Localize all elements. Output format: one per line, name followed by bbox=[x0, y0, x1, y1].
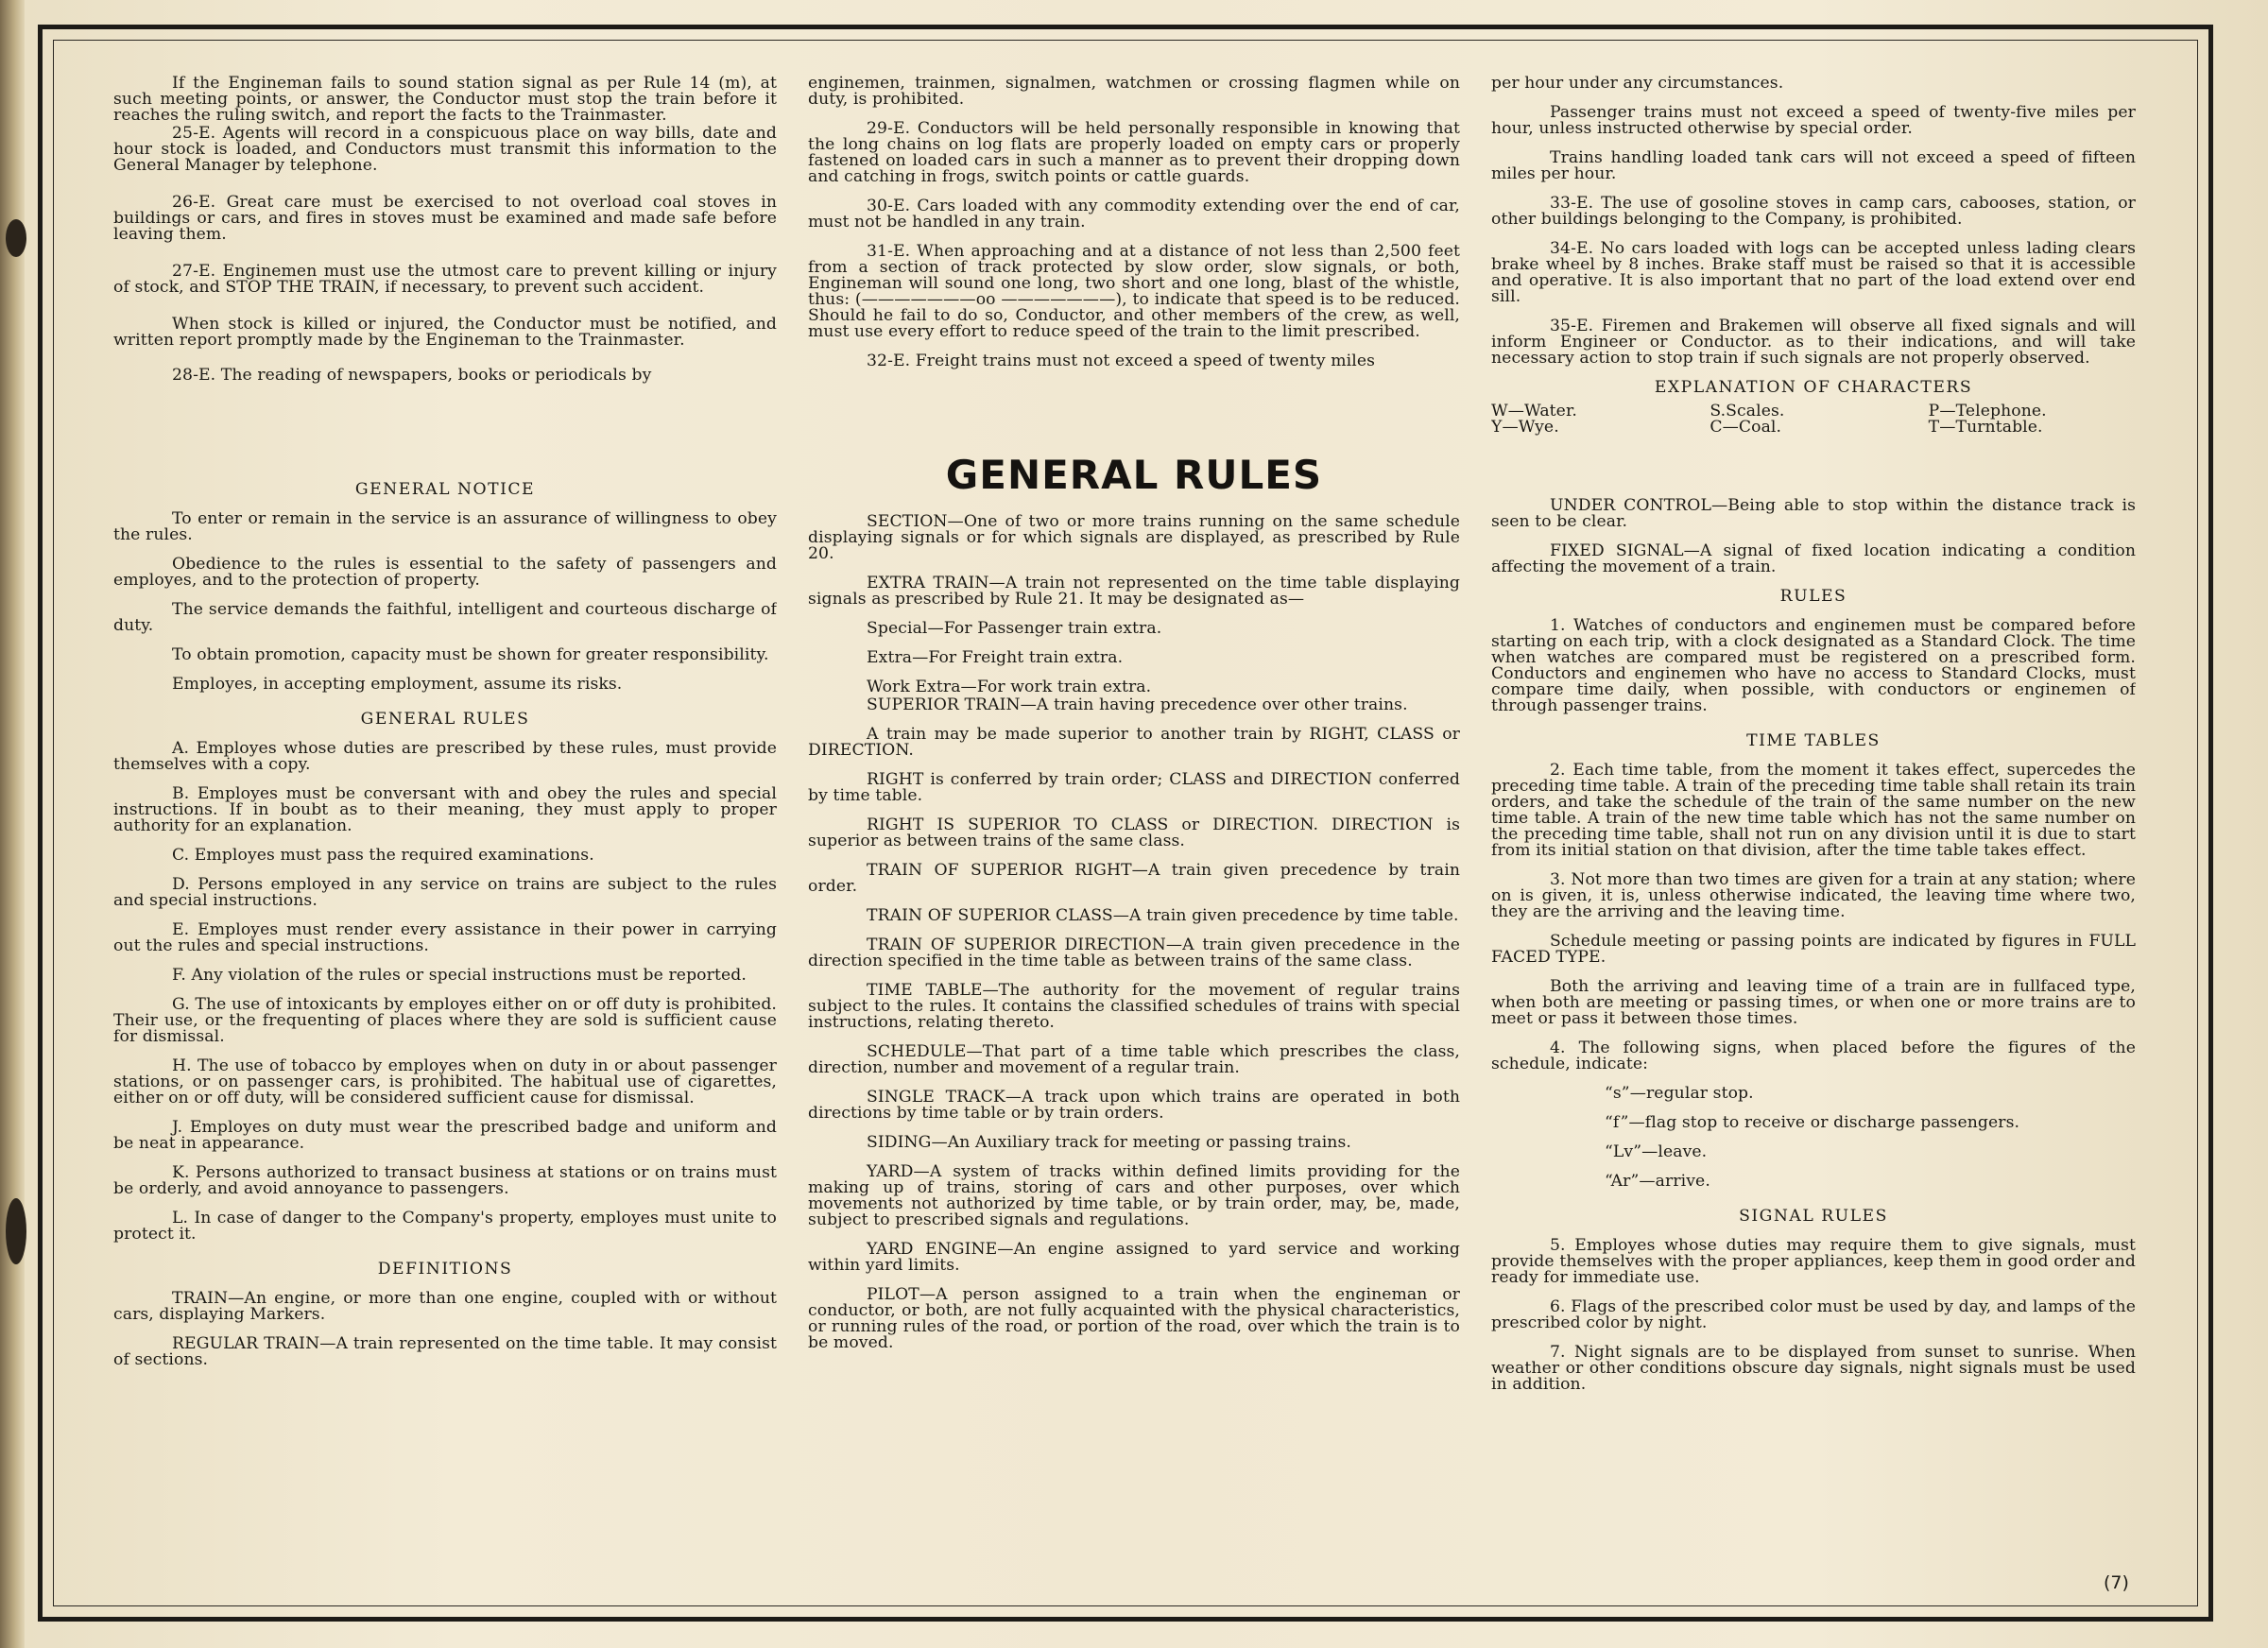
extra-type-special: Special—For Passenger train extra. bbox=[867, 619, 1162, 638]
binding-stain-bottom bbox=[6, 1198, 26, 1264]
rule-a: A. Employes whose duties are prescribed by these rules, must provide themselves with a copy. bbox=[113, 739, 777, 774]
column-gap bbox=[113, 397, 777, 463]
sign-f: “f”—flag stop to receive or discharge passengers. bbox=[1605, 1113, 2020, 1132]
rule-f: F. Any violation of the rules or special instructions must be reported. bbox=[172, 966, 747, 985]
extra-type-extra: Extra—For Freight train extra. bbox=[867, 648, 1124, 667]
general-rules-heading: GENERAL RULES bbox=[360, 710, 530, 729]
rule-31e: 31-E. When approaching and at a distance of not less than 2,500 feet from a section of track protected by slow order, slow signals, or both, Engineman will sound one long, two short and one long, blast of the whistle, thus: (———————oo ———————), to indicate that speed is to be reduced. Should he fail to do so, Conductor, and other members of the crew, as well, must use every effort to reduce speed of the train to the limit prescribed. bbox=[808, 242, 1460, 341]
sign-lv: “Lv”—leave. bbox=[1605, 1142, 1708, 1161]
definition-superior-train: SUPERIOR TRAIN—A train having precedence over other trains. bbox=[867, 695, 1408, 714]
definitions-heading: DEFINITIONS bbox=[377, 1260, 513, 1279]
column-right bbox=[1491, 76, 2136, 1550]
definition-time-table: TIME TABLE—The authority for the movement of regular trains subject to the rules. It contains the classified schedules of trains with special instructions, relating thereto. bbox=[808, 981, 1460, 1032]
definition-superior-class: TRAIN OF SUPERIOR CLASS—A train given precedence by time table. bbox=[867, 906, 1459, 925]
notice-paragraph: Employes, in accepting employment, assume its risks. bbox=[172, 675, 623, 694]
sign-ar: “Ar”—arrive. bbox=[1605, 1172, 1710, 1191]
rule-34e: 34-E. No cars loaded with logs can be accepted unless lading clears brake wheel by 8 inches. Brake staff must be raised so that it is accessible and operative. It is also important that no part of the load extend over end sill. bbox=[1491, 239, 2136, 306]
rule-d: D. Persons employed in any service on trains are subject to the rules and special instructions. bbox=[113, 875, 777, 910]
rule-g: G. The use of intoxicants by employes either on or off duty is prohibited. Their use, or the frequenting of places where they are sold is sufficient cause for dismissal. bbox=[113, 995, 777, 1046]
paragraph: When stock is killed or injured, the Conductor must be notified, and written report promptly made by the Engineman to the Trainmaster. bbox=[113, 315, 777, 350]
binding-stain-top bbox=[6, 219, 26, 257]
general-notice-heading: GENERAL NOTICE bbox=[354, 480, 536, 499]
rule-27e: 27-E. Enginemen must use the utmost care to prevent killing or injury of stock, and STOP THE TRAIN, if necessary, to prevent such accident. bbox=[113, 262, 777, 297]
rule-32e: 32-E. Freight trains must not exceed a speed of twenty miles bbox=[867, 352, 1376, 370]
paragraph: Both the arriving and leaving time of a train are in fullfaced type, when both are meeting or passing times, or when one or more trains are to meet or pass it between those times. bbox=[1491, 977, 2136, 1028]
rule-7: 7. Night signals are to be displayed from sunset to sunrise. When weather or other conditions obscure day signals, night signals must be used in addition. bbox=[1491, 1343, 2136, 1394]
rule-35e: 35-E. Firemen and Brakemen will observe all fixed signals and will inform Engineer or Conductor. as to their indications, and will take necessary action to stop train if such signals are not properly observed. bbox=[1491, 317, 2136, 368]
rule-30e: 30-E. Cars loaded with any commodity extending over the end of car, must not be handled in any train. bbox=[808, 197, 1460, 232]
extra-type-work: Work Extra—For work train extra. bbox=[867, 678, 1152, 696]
rule-l: L. In case of danger to the Company's property, employes must unite to protect it. bbox=[113, 1209, 777, 1244]
rule-4: 4. The following signs, when placed before the figures of the schedule, indicate: bbox=[1491, 1039, 2136, 1073]
character-entry: P—Telephone. bbox=[1928, 402, 2047, 421]
definition-siding: SIDING—An Auxiliary track for meeting or passing trains. bbox=[867, 1133, 1351, 1152]
notice-paragraph: The service demands the faithful, intelligent and courteous discharge of duty. bbox=[113, 600, 777, 635]
paragraph: Schedule meeting or passing points are indicated by figures in FULL FACED TYPE. bbox=[1491, 932, 2136, 967]
rule-1: 1. Watches of conductors and enginemen must be compared before starting on each trip, with a clock designated as a Standard Clock. The time when watches are compared must be registered on a prescribed form. Conductors and enginemen who have no access to Standard Clocks, must compare time daily, when possible, with conductors or enginemen of through passenger trains. bbox=[1491, 616, 2136, 715]
definition-schedule: SCHEDULE—That part of a time table which prescribes the class, direction, number and movement of a regular train. bbox=[808, 1042, 1460, 1077]
character-entry: S.Scales. bbox=[1710, 402, 1785, 421]
notice-paragraph: Obedience to the rules is essential to the safety of passengers and employes, and to the protection of property. bbox=[113, 555, 777, 590]
character-entry: C—Coal. bbox=[1710, 418, 1782, 437]
time-tables-heading: TIME TABLES bbox=[1746, 731, 1881, 750]
paragraph: enginemen, trainmen, signalmen, watchmen or crossing flagmen while on duty, is prohibited. bbox=[808, 76, 1460, 109]
column-gap bbox=[1491, 460, 2136, 498]
paragraph: Trains handling loaded tank cars will not exceed a speed of fifteen miles per hour. bbox=[1491, 148, 2136, 183]
paragraph: per hour under any circumstances. bbox=[1491, 76, 1784, 93]
character-entry: W—Water. bbox=[1491, 402, 1577, 421]
paragraph: Passenger trains must not exceed a speed of twenty-five miles per hour, unless instructed otherwise by special order. bbox=[1491, 103, 2136, 138]
rules-heading: RULES bbox=[1779, 587, 1847, 606]
paragraph: If the Engineman fails to sound station signal as per Rule 14 (m), at such meeting points, or answer, the Conductor must stop the train before it reaches the ruling switch, and report the facts to the Trainmaster. bbox=[113, 76, 777, 125]
rule-29e: 29-E. Conductors will be held personally responsible in knowing that the long chains on log flats are properly loaded on empty cars or properly fastened on loaded cars in such a manner as to prevent their dropping down and catching in frogs, switch points or cattle guards. bbox=[808, 119, 1460, 186]
definition-under-control: UNDER CONTROL—Being able to stop within the distance track is seen to be clear. bbox=[1491, 496, 2136, 531]
definition-fixed-signal: FIXED SIGNAL—A signal of fixed location indicating a condition affecting the movement of a train. bbox=[1491, 541, 2136, 576]
rule-2: 2. Each time table, from the moment it takes effect, supercedes the preceding time table. A train of the preceding time table shall retain its train orders, and take the schedule of the train of the same number on the new time table. A train of the new time table which has not the same number on the preceding time table, shall not run on any division until it is due to start from its initial station on that division, after the time table takes effect. bbox=[1491, 761, 2136, 860]
characters-column bbox=[1706, 403, 1920, 436]
rule-h: H. The use of tobacco by employes when on duty in or about passenger stations, or on passenger cars, is prohibited. The habitual use of cigarettes, either on or off duty, will be considered sufficient cause for dismissal. bbox=[113, 1056, 777, 1107]
rule-33e: 33-E. The use of gosoline stoves in camp cars, cabooses, station, or other buildings belonging to the Company, is prohibited. bbox=[1491, 194, 2136, 229]
rule-3: 3. Not more than two times are given for a train at any station; where on is given, it is, unless otherwise indicated, the leaving time where two, they are the arriving and the leaving time. bbox=[1491, 870, 2136, 921]
character-entry: Y—Wye. bbox=[1491, 418, 1559, 437]
characters-column bbox=[1491, 403, 1706, 436]
rule-j: J. Employes on duty must wear the prescribed badge and uniform and be neat in appearance. bbox=[113, 1118, 777, 1153]
rule-6: 6. Flags of the prescribed color must be used by day, and lamps of the prescribed color by night. bbox=[1491, 1297, 2136, 1332]
character-entry: T—Turntable. bbox=[1928, 418, 2043, 437]
rule-k: K. Persons authorized to transact business at stations or on trains must be orderly, and avoid annoyance to passengers. bbox=[113, 1163, 777, 1198]
rule-25e: 25-E. Agents will record in a conspicuous place on way bills, date and hour stock is loaded, and Conductors must transmit this information to the General Manager by telephone. bbox=[113, 124, 777, 175]
rule-c: C. Employes must pass the required examinations. bbox=[172, 846, 594, 865]
paragraph: RIGHT is conferred by train order; CLASS and DIRECTION conferred by time table. bbox=[808, 770, 1460, 805]
definition-yard-engine: YARD ENGINE—An engine assigned to yard service and working within yard limits. bbox=[808, 1240, 1460, 1275]
definition-superior-direction: TRAIN OF SUPERIOR DIRECTION—A train given precedence in the direction specified in the time table as between trains of the same class. bbox=[808, 936, 1460, 970]
column-left bbox=[113, 76, 777, 1550]
paragraph: RIGHT IS SUPERIOR TO CLASS or DIRECTION. DIRECTION is superior as between trains of the same class. bbox=[808, 815, 1460, 850]
definition-train: TRAIN—An engine, or more than one engine, coupled with or without cars, displaying Markers. bbox=[113, 1289, 777, 1324]
definition-extra-train: EXTRA TRAIN—A train not represented on the time table displaying signals as prescribed by Rule 21. It may be designated as— bbox=[808, 574, 1460, 609]
characters-heading: EXPLANATION OF CHARACTERS bbox=[1654, 378, 1973, 397]
definition-single-track: SINGLE TRACK—A track upon which trains are operated in both directions by time table or by train orders. bbox=[808, 1088, 1460, 1123]
signal-rules-heading: SIGNAL RULES bbox=[1739, 1207, 1888, 1226]
notice-paragraph: To enter or remain in the service is an assurance of willingness to obey the rules. bbox=[113, 509, 777, 544]
rule-28e: 28-E. The reading of newspapers, books or periodicals by bbox=[172, 366, 652, 385]
column-middle-definitions bbox=[808, 514, 1460, 1554]
page-number: (7) bbox=[2104, 1572, 2129, 1593]
general-rules-title: GENERAL RULES bbox=[945, 452, 1323, 498]
rule-e: E. Employes must render every assistance in their power in carrying out the rules and special instructions. bbox=[113, 920, 777, 955]
definition-superior-right: TRAIN OF SUPERIOR RIGHT—A train given precedence by train order. bbox=[808, 861, 1460, 896]
definition-yard: YARD—A system of tracks within defined limits providing for the making up of trains, storing of cars and other purposes, over which movements not authorized by time table, or by train order, may, be, made, subject to prescribed signals and regulations. bbox=[808, 1162, 1460, 1229]
rule-b: B. Employes must be conversant with and obey the rules and special instructions. If in boubt as to their meaning, they must apply to proper authority for an explanation. bbox=[113, 784, 777, 835]
characters-table bbox=[1491, 403, 2136, 436]
rule-5: 5. Employes whose duties may require them to give signals, must provide themselves with the proper appliances, keep them in good order and ready for immediate use. bbox=[1491, 1236, 2136, 1287]
definition-regular-train: REGULAR TRAIN—A train represented on the time table. It may consist of sections. bbox=[113, 1334, 777, 1369]
definition-pilot: PILOT—A person assigned to a train when the engineman or conductor, or both, are not fully acquainted with the physical characteristics, or running rules of the road, or portion of the road, over which the train is to be moved. bbox=[808, 1285, 1460, 1352]
definition-section: SECTION—One of two or more trains running on the same schedule displaying signals or for which signals are displayed, as prescribed by Rule 20. bbox=[808, 514, 1460, 563]
sign-s: “s”—regular stop. bbox=[1605, 1084, 1754, 1103]
notice-paragraph: To obtain promotion, capacity must be shown for greater responsibility. bbox=[172, 645, 769, 664]
paragraph: A train may be made superior to another train by RIGHT, CLASS or DIRECTION. bbox=[808, 725, 1460, 760]
characters-column bbox=[1921, 403, 2136, 436]
rule-26e: 26-E. Great care must be exercised to not overload coal stoves in buildings or cars, and fires in stoves must be examined and made safe before leaving them. bbox=[113, 193, 777, 244]
